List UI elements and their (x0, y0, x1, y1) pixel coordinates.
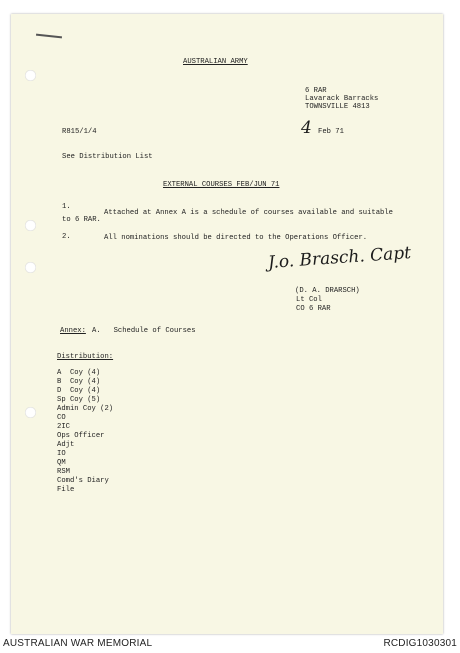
distribution-item: CO (57, 414, 66, 422)
distribution-item: A Coy (4) (57, 369, 101, 377)
paragraph-text: All nominations should be directed to the Operations Officer. (104, 234, 368, 242)
address-line: Lavarack Barracks (305, 95, 379, 103)
signatory-appointment: CO 6 RAR (296, 305, 331, 313)
punch-hole (25, 262, 36, 273)
distribution-item: Admin Coy (2) (57, 405, 114, 413)
distribution-item: D Coy (4) (57, 387, 101, 395)
reference-number: R815/1/4 (62, 128, 97, 136)
distribution-item: Sp Coy (5) (57, 396, 101, 404)
annex-text: A. Schedule of Courses (92, 327, 196, 335)
distribution-label: Distribution: (57, 353, 114, 361)
paragraph-text: to 6 RAR. (62, 216, 101, 224)
distribution-item: Comd's Diary (57, 477, 109, 485)
distribution-item: IO (57, 450, 66, 458)
footer-credit: AUSTRALIAN WAR MEMORIAL (3, 638, 153, 649)
document-heading: AUSTRALIAN ARMY (183, 58, 248, 66)
distribution-item: RSM (57, 468, 70, 476)
distribution-item: File (57, 486, 75, 494)
signatory-name: (D. A. DRARSCH) (295, 287, 360, 295)
address-line: TOWNSVILLE 4813 (305, 103, 370, 111)
paragraph-number: 1. (62, 203, 71, 211)
signatory-rank: Lt Col (296, 296, 322, 304)
distribution-item: 2IC (57, 423, 70, 431)
distribution-item: B Coy (4) (57, 378, 101, 386)
document-page (11, 14, 443, 634)
distribution-item: QM (57, 459, 66, 467)
address-line: 6 RAR (305, 87, 327, 95)
distribution-item: Adjt (57, 441, 75, 449)
paragraph-text: Attached at Annex A is a schedule of courses available and suitable (104, 209, 393, 217)
handwritten-date-day: 4 (301, 118, 312, 138)
handwritten-signature: J.o. Brasch. Capt (267, 243, 412, 273)
subject-title: EXTERNAL COURSES FEB/JUN 71 (163, 181, 280, 189)
punch-hole (25, 70, 36, 81)
footer-record-id: RCDIG1030301 (383, 638, 457, 649)
recipient-line: See Distribution List (62, 153, 153, 161)
distribution-item: Ops Officer (57, 432, 105, 440)
document-date: Feb 71 (318, 128, 344, 136)
paragraph-number: 2. (62, 233, 71, 241)
punch-hole (25, 407, 36, 418)
annex-label: Annex: (60, 327, 86, 335)
punch-hole (25, 220, 36, 231)
